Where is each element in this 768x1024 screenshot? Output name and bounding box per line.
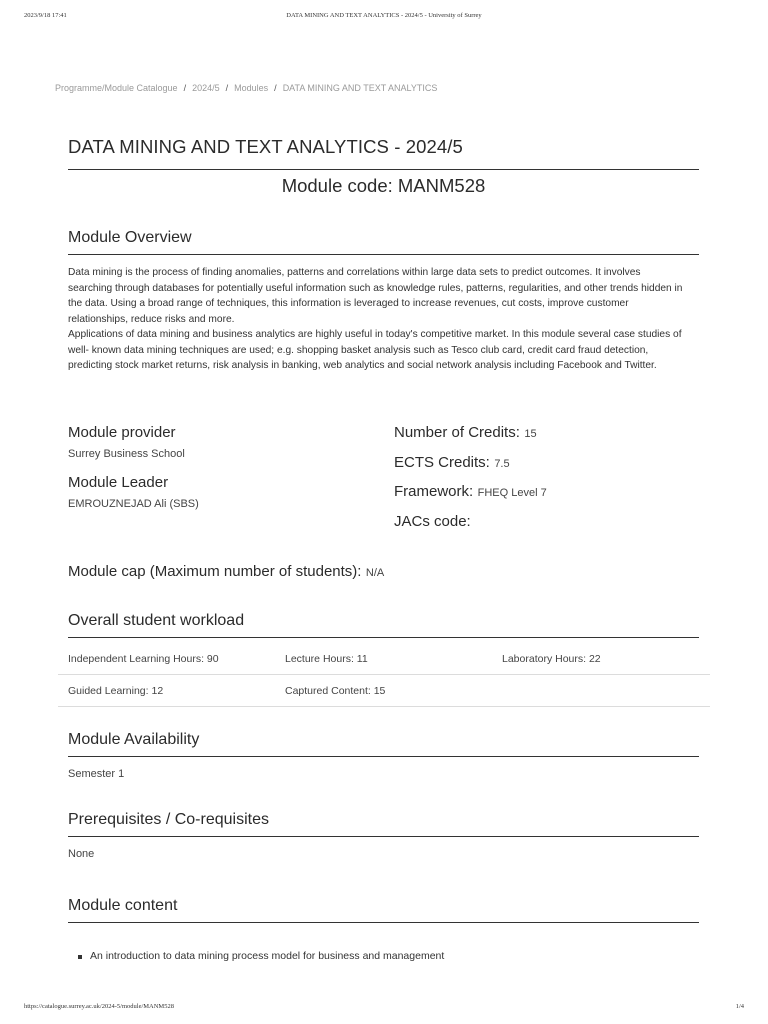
breadcrumb bbox=[55, 83, 437, 93]
breadcrumb-separator: / bbox=[183, 83, 187, 93]
breadcrumb-separator: / bbox=[274, 83, 277, 93]
workload-cell: Laboratory Hours: 22 bbox=[502, 653, 601, 665]
page-title: DATA MINING AND TEXT ANALYTICS - 2024/5 bbox=[68, 136, 699, 170]
credits-value: 15 bbox=[524, 428, 537, 440]
module-content-heading: Module content bbox=[68, 897, 699, 923]
availability-heading: Module Availability bbox=[68, 731, 699, 757]
workload-cell: Lecture Hours: 11 bbox=[285, 653, 368, 665]
provider-value: Surrey Business School bbox=[68, 448, 185, 460]
availability-value: Semester 1 bbox=[68, 768, 125, 780]
overview-heading: Module Overview bbox=[68, 229, 699, 255]
print-doc-title: DATA MINING AND TEXT ANALYTICS - 2024/5 - University of Surrey bbox=[286, 12, 482, 19]
overview-paragraph-1: Data mining is the process of finding anomalies, patterns and correlations within large data sets to predict outcomes. It involves searching through databases for potentially useful information such as knowledge rules, patterns, regularities, and other trends hidden in the data. Using a broad range of techniques, this information is leveraged to increase revenues, cut costs, improve customer relationships, reduce risks and more. bbox=[68, 267, 683, 325]
jacs-label: JACs code: bbox=[394, 513, 471, 530]
cap-value: N/A bbox=[365, 567, 385, 579]
credits-row bbox=[394, 424, 537, 442]
table-row bbox=[58, 675, 710, 707]
list-item bbox=[68, 950, 688, 962]
print-page-number: 1/4 bbox=[735, 1003, 744, 1010]
print-url: https://catalogue.surrey.ac.uk/2024-5/module/MANM528 bbox=[24, 1003, 174, 1010]
breadcrumb-item-modules[interactable]: Modules bbox=[234, 83, 269, 93]
workload-heading: Overall student workload bbox=[68, 612, 699, 638]
table-row bbox=[58, 643, 710, 675]
credits-label: Number of Credits: bbox=[394, 424, 520, 441]
prereq-value: None bbox=[68, 848, 95, 860]
leader-value: EMROUZNEJAD Ali (SBS) bbox=[68, 498, 199, 510]
breadcrumb-item-year[interactable]: 2024/5 bbox=[192, 83, 220, 93]
ects-row bbox=[394, 454, 510, 472]
framework-value: FHEQ Level 7 bbox=[477, 487, 547, 499]
framework-label: Framework: bbox=[394, 483, 474, 500]
ects-value: 7.5 bbox=[494, 458, 510, 470]
cap-label: Module cap (Maximum number of students): bbox=[68, 563, 362, 580]
print-timestamp: 2023/9/18 17:41 bbox=[24, 12, 67, 19]
workload-cell: Captured Content: 15 bbox=[285, 685, 386, 697]
bullet-icon bbox=[78, 955, 82, 959]
provider-label: Module provider bbox=[68, 424, 176, 441]
overview-paragraph-2: Applications of data mining and business analytics are highly useful in today's competitive market. In this module several case studies of well- known data mining techniques are used; e.g. shopping basket analysis such as Tesco club card, credit card fraud detection, predicting stock market returns, risk analysis in banking, web analytics and social network analysis including Facebook and Twitter. bbox=[68, 329, 682, 372]
leader-label: Module Leader bbox=[68, 474, 169, 491]
breadcrumb-item-current[interactable]: DATA MINING AND TEXT ANALYTICS bbox=[282, 83, 438, 93]
prereq-heading: Prerequisites / Co-requisites bbox=[68, 811, 699, 837]
module-content-list bbox=[68, 950, 688, 962]
workload-cell: Guided Learning: 12 bbox=[68, 685, 164, 697]
workload-cell: Independent Learning Hours: 90 bbox=[68, 653, 219, 665]
module-code: Module code: MANM528 bbox=[281, 175, 486, 196]
framework-row bbox=[394, 483, 547, 501]
list-item-text: An introduction to data mining process model for business and management bbox=[90, 950, 445, 962]
cap-row bbox=[68, 563, 384, 581]
breadcrumb-separator: / bbox=[225, 83, 229, 93]
breadcrumb-item-catalogue[interactable]: Programme/Module Catalogue bbox=[55, 83, 178, 93]
ects-label: ECTS Credits: bbox=[394, 454, 490, 471]
